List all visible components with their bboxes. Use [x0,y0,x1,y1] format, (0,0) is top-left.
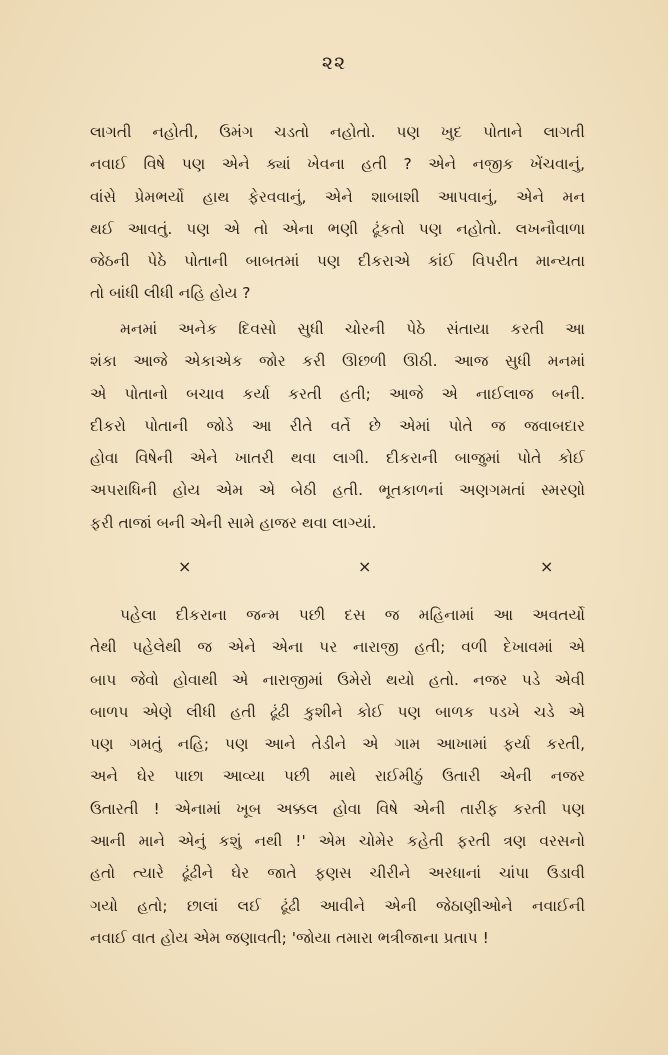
text-line: તેથી પહેલેથી જ એને એના પર નારાજી હતી; વળી દેખાવમાં એ [90,638,585,657]
text-line: તો બાંધી લીધી નહિ હોય ? [90,284,251,303]
separator-mark: × [178,557,192,576]
text-line: બાળપ એણે લીધી હતી ઢૂંઢી કુશીને કોઈ પણ બાળક પડખે ચડે એ [90,702,585,721]
text-line: લાગતી નહોતી, ઉમંગ ચડતો નહોતો. પણ ખુદ પોતાને લાગતી [90,123,585,141]
separator-mark: × [358,557,372,576]
text-line: શંકા આજે એકાએક જોર કરી ઊછળી ઊઠી. આજ સુધી મનમાં [90,352,585,371]
text-line: દીકરો પોતાની જોડે આ રીતે વર્તે છે એમાં પોતે જ જવાબદાર [90,416,585,435]
text-line: વાંસે પ્રેમભર્યો હાથ ફેરવવાનું, એને શાબાશી આપવાનું, એને મન [90,187,585,206]
text-line: થઈ આવતું. પણ એ તો એના ભણી ઢૂંકતો પણ નહોતો. લખનૌવાળા [90,219,585,238]
text-line: ઉતારતી ! એનામાં ખૂબ અક્કલ હોવા વિષે એની તારીફ કરતી પણ [90,799,585,818]
text-line: હોવા વિષેની એને ખાતરી થવા લાગી. દીકરાની બાજુમાં પોતે કોઈ [90,449,585,468]
text-line: એ પોતાનો બચાવ કર્યા કરતી હતી; આજે એ નાઈલાજ બની. [90,384,585,403]
paragraph-2 [90,313,585,539]
text-line: અપરાધિની હોય એમ એ બેઠી હતી. ભૂતકાળનાં અણગમતાં સ્મરણો [90,481,585,500]
separator-mark: × [540,557,554,576]
text-line: અને ઘેર પાછા આવ્યા પછી માથે રાઈમીઠું ઉતારી એની નજર [90,767,585,786]
text-line: હતો ત્યારે ઢૂંઢીને ઘેર જાતે ફણસ ચીરીને અરધાનાં ચાંપા ઉડાવી [90,864,585,883]
text-line: નવાઈ વાત હોય એમ જણાવતી; 'જોયા તમારા ભત્રીજાના પ્રતાપ ! [90,928,489,947]
text-line: ફરી તાજાં બની એની સામે હાજર થવા લાગ્યાં. [90,513,377,532]
text-line: નવાઈ વિષે પણ એને ક્યાં ખેવના હતી ? એને નજીક ખેંચવાનું, [90,155,585,174]
paragraph-3 [90,599,585,954]
text-line: આની માને એનું કશું નથી !' એમ ચોમેર કહેતી ફરતી ત્રણ વરસનો [90,832,585,851]
section-separator [0,557,668,581]
paragraph-1 [90,116,585,310]
text-line: પહેલા દીકરાના જન્મ પછી દસ જ મહિનામાં આ અવતર્યો [120,606,585,624]
text-line: મનમાં અનેક દિવસો સુધી ચોરની પેઠે સંતાયા કરતી આ [120,320,585,338]
text-line: બાપ જેવો હોવાથી એ નારાજીમાં ઉમેરો થયો હતો. નજર પડે એવી [90,670,585,689]
text-line: જેઠની પેઠે પોતાની બાબતમાં પણ દીકરાએ કાંઈ વિપરીત માન્યતા [90,252,585,271]
page-number: ૨૨ [321,52,347,74]
text-line: ગયો હતો; છાલાં લઈ ઢૂંઢી આવીને એની જેઠાણીઓને નવાઈની [90,896,585,915]
text-line: પણ ગમતું નહિ; પણ આને તેડીને એ ગામ આખામાં ફર્યા કરતી, [90,735,585,754]
